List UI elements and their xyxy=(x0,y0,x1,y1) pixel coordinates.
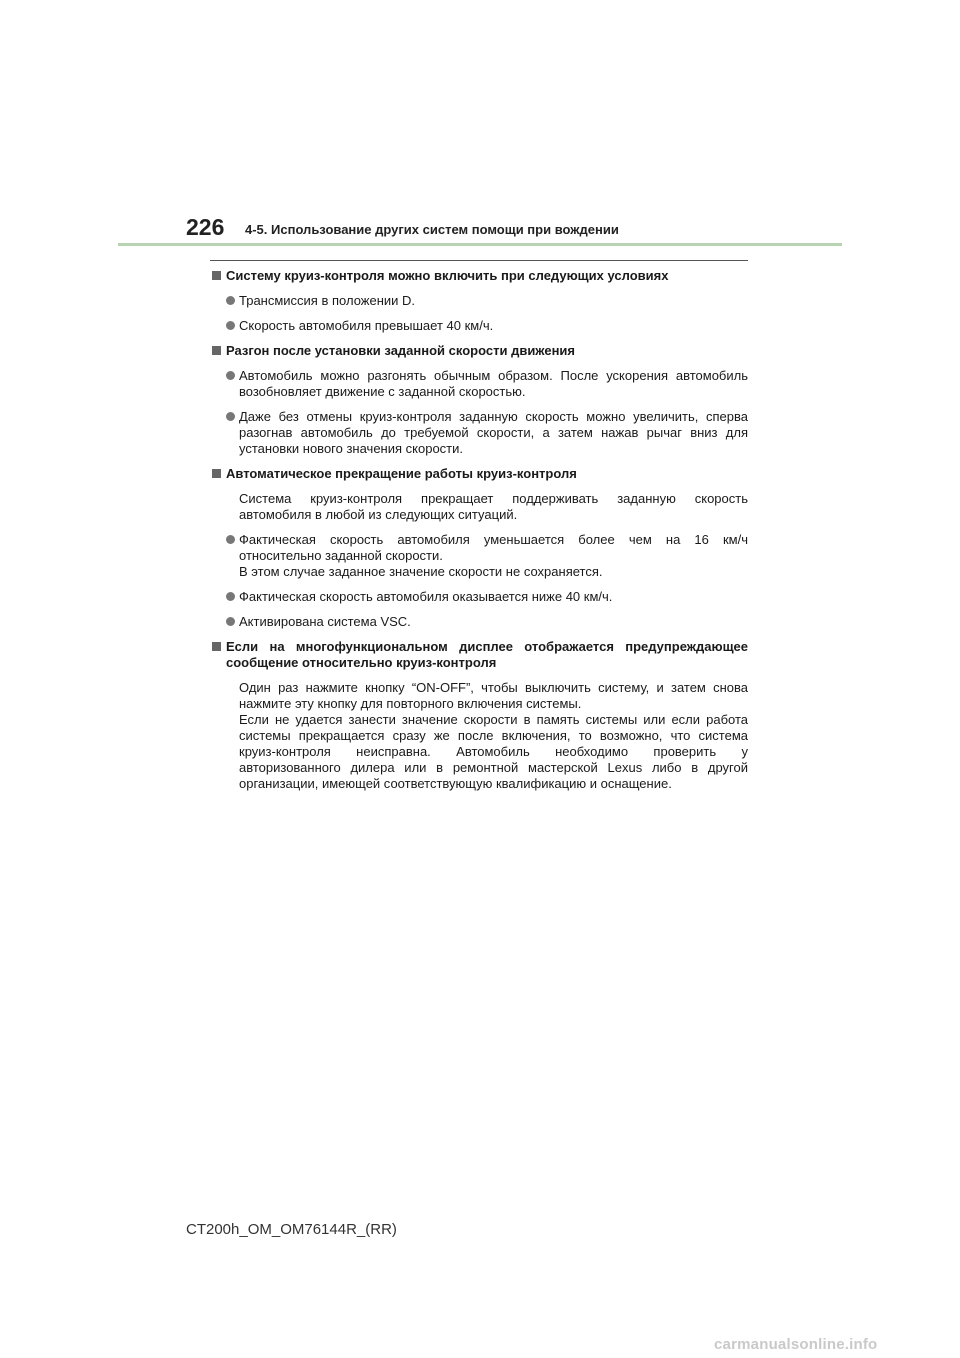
section-intro: Система круиз-контроля прекращает поддерживать заданную скорость автомобиля в любой из следующих ситуаций. xyxy=(239,491,748,522)
list-item: Автомобиль можно разгонять обычным образом. После ускорения автомобиль возобновляет движение с заданной скоростью. xyxy=(210,368,748,400)
page-number: 226 xyxy=(186,214,225,240)
section-acceleration xyxy=(210,343,748,457)
document-code: CT200h_OM_OM76144R_(RR) xyxy=(186,1221,397,1238)
section-activation-conditions xyxy=(210,268,748,334)
content-divider xyxy=(210,260,748,261)
section-heading: Разгон после установки заданной скорости движения xyxy=(210,343,748,359)
section-heading: Автоматическое прекращение работы круиз-контроля xyxy=(210,466,748,482)
round-bullet-icon xyxy=(226,296,235,305)
chapter-title: 4-5. Использование других систем помощи при вождении xyxy=(245,222,619,237)
round-bullet-icon xyxy=(226,617,235,626)
square-bullet-icon xyxy=(212,271,221,280)
round-bullet-icon xyxy=(226,321,235,330)
section-automatic-cancel xyxy=(210,466,748,630)
watermark: carmanualsonline.info xyxy=(714,1336,878,1353)
list-item: Активирована система VSC. xyxy=(210,614,748,630)
round-bullet-icon xyxy=(226,592,235,601)
list-item: Фактическая скорость автомобиля уменьшается более чем на 16 км/ч относительно заданной скорости. В этом случае заданное значение скорости не сохраняется. xyxy=(210,532,748,580)
round-bullet-icon xyxy=(226,412,235,421)
header-divider xyxy=(118,243,842,246)
section-heading: Если на многофункциональном дисплее отображается предупреждающее сообщение относительно круиз-контроля xyxy=(210,639,748,671)
square-bullet-icon xyxy=(212,469,221,478)
section-warning-message xyxy=(210,639,748,792)
square-bullet-icon xyxy=(212,346,221,355)
round-bullet-icon xyxy=(226,371,235,380)
list-item: Даже без отмены круиз-контроля заданную скорость можно увеличить, сперва разогнав автомобиль до требуемой скорости, а затем нажав рычаг вниз для установки нового значения скорости. xyxy=(210,409,748,457)
list-item: Скорость автомобиля превышает 40 км/ч. xyxy=(210,318,748,334)
section-heading: Систему круиз-контроля можно включить при следующих условиях xyxy=(210,268,748,284)
square-bullet-icon xyxy=(212,642,221,651)
list-item: Фактическая скорость автомобиля оказывается ниже 40 км/ч. xyxy=(210,589,748,605)
list-item: Трансмиссия в положении D. xyxy=(210,293,748,309)
page-content xyxy=(210,268,748,801)
section-body: Один раз нажмите кнопку “ON-OFF”, чтобы выключить систему, и затем снова нажмите эту кнопку для повторного включения системы. Если не удается занести значение скорости в память системы или если работа системы прекращается сразу же после включения, то возможно, что система круиз-контроля неисправна. Автомобиль необходимо проверить у авторизованного дилера или в ремонтной мастерской Lexus либо в другой организации, имеющей соответствующую квалификацию и оснащение. xyxy=(239,680,748,791)
round-bullet-icon xyxy=(226,535,235,544)
